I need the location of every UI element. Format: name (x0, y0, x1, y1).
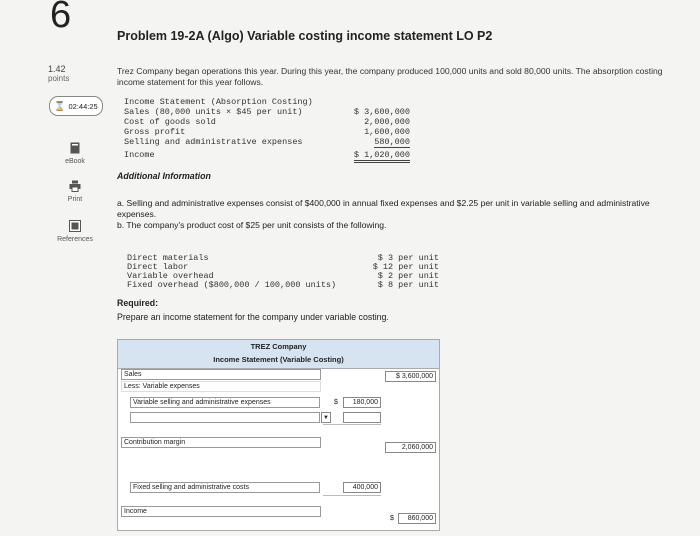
question-number: 6 (50, 0, 72, 36)
sidebar-item-label: References (57, 236, 93, 243)
contribution-label-field[interactable]: Contribution margin (121, 437, 321, 448)
sidebar-item-print[interactable] (52, 180, 98, 203)
sales-value-field[interactable]: $ 3,600,000 (385, 371, 436, 382)
additional-item-a: a. Selling and administrative expenses consist of $400,000 in annual fixed expenses and $2.25 per unit in variable selling and administrative expenses. (117, 198, 650, 219)
company-name: TREZ Company (250, 342, 307, 351)
cost-row: Direct labor $ 12 per unit (127, 262, 439, 272)
fixed-sa-label-field[interactable]: Fixed selling and administrative costs (130, 482, 320, 493)
variable-sa-value-field[interactable]: 180,000 (343, 397, 381, 408)
additional-item-b: b. The company's product cost of $25 per unit consists of the following. (117, 220, 387, 230)
currency-symbol: $ (390, 515, 394, 522)
hourglass-icon: ⌛ (54, 100, 66, 111)
empty-label-field[interactable] (130, 412, 320, 423)
points-label: points (48, 74, 70, 83)
timer[interactable] (49, 96, 103, 116)
divider (323, 495, 381, 496)
cost-row: Direct materials $ 3 per unit (127, 253, 439, 263)
statement-row: Income Statement (Absorption Costing) (124, 97, 313, 107)
statement-row: Cost of goods sold 2,000,000 (124, 117, 410, 127)
sales-label-field[interactable]: Sales (121, 369, 321, 380)
less-variable-label-field[interactable]: Less: Variable expenses (121, 381, 321, 392)
fixed-sa-value-field[interactable]: 400,000 (343, 482, 381, 493)
points-value: 1.42 (48, 64, 66, 74)
statement-row: Gross profit 1,600,000 (124, 127, 410, 137)
book-icon (52, 142, 98, 156)
cost-row: Variable overhead $ 2 per unit (127, 271, 439, 281)
statement-row: Selling and administrative expenses 580,000 (124, 137, 410, 147)
income-value-field[interactable]: 860,000 (398, 513, 436, 524)
references-icon (52, 220, 98, 234)
sidebar-item-label: eBook (65, 158, 85, 165)
absorption-income-statement (124, 97, 410, 160)
sidebar-item-ebook[interactable] (52, 142, 98, 165)
dropdown-button[interactable] (321, 412, 331, 423)
required-heading: Required: (117, 298, 159, 308)
variable-sa-label-field[interactable]: Variable selling and administrative expenses (130, 397, 320, 408)
timer-text: 02:44:25 (68, 101, 98, 111)
worksheet-header (118, 340, 439, 369)
contribution-value-field[interactable]: 2,060,000 (385, 442, 436, 453)
empty-value-field[interactable] (343, 412, 381, 423)
statement-name: Income Statement (Variable Costing) (213, 355, 344, 364)
problem-title: Problem 19-2A (Algo) Variable costing income statement LO P2 (117, 29, 493, 43)
statement-row: Sales (80,000 units × $45 per unit) $ 3,600,000 (124, 107, 410, 117)
statement-row: Income $ 1,020,000 (124, 150, 410, 160)
chevron-down-icon: ▼ (323, 414, 329, 421)
cost-row: Fixed overhead ($800,000 / 100,000 units) $ 8 per unit (127, 280, 439, 290)
required-text: Prepare an income statement for the company under variable costing. (117, 312, 389, 322)
income-label-field[interactable]: Income (121, 506, 321, 517)
currency-symbol: $ (334, 399, 338, 406)
problem-intro: Trez Company began operations this year. During this year, the company produced 100,000 units and sold 80,000 units. The absorption costing income statement for this year follows. (117, 66, 663, 87)
printer-icon (52, 180, 98, 194)
product-cost-list (127, 253, 439, 289)
sidebar-item-label: Print (67, 196, 83, 203)
divider (323, 424, 381, 425)
additional-info-heading: Additional Information (117, 171, 211, 181)
variable-costing-worksheet (117, 339, 440, 531)
sidebar-item-references[interactable] (52, 220, 98, 243)
